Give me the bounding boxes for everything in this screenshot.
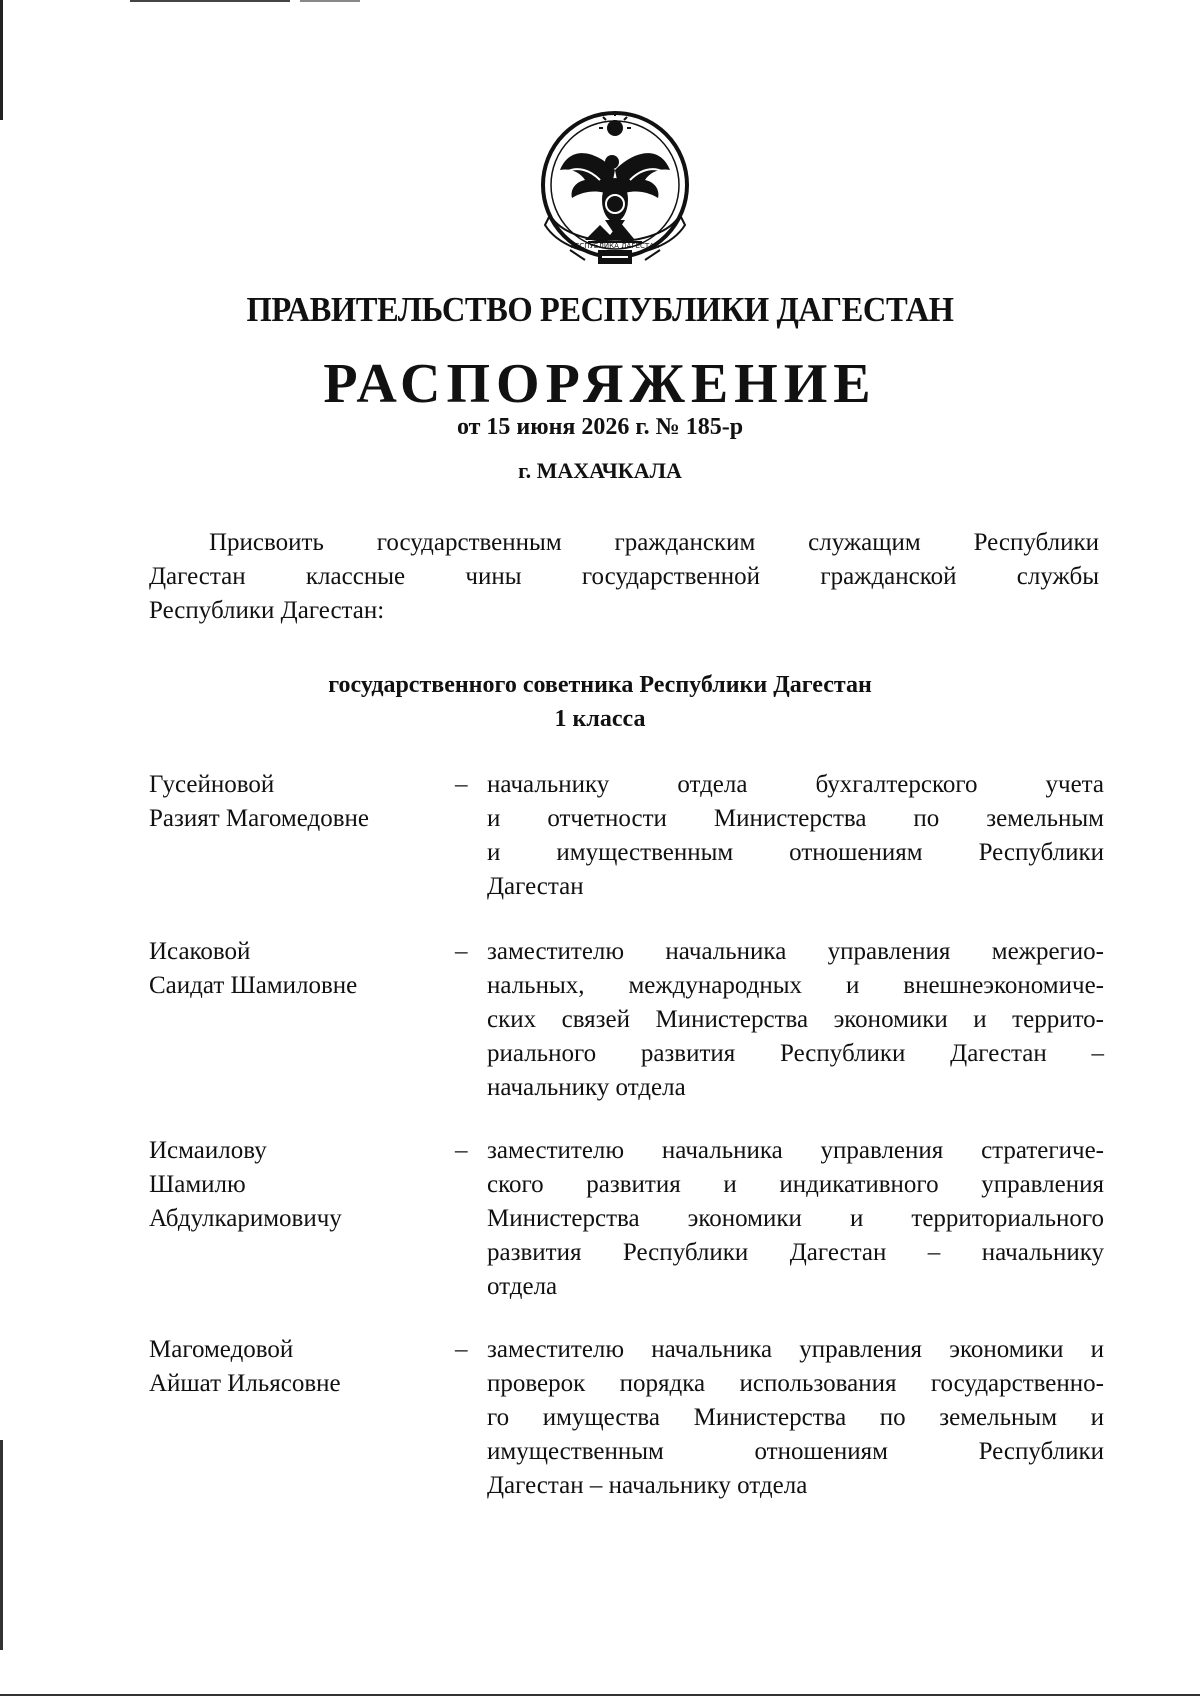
position-line: заместителю начальника управления экономики и [487,1336,1104,1363]
appointee-position [487,1134,1104,1304]
entry-dash: – [455,1137,468,1164]
organization-title: ПРАВИТЕЛЬСТВО РЕСПУБЛИКИ ДАГЕСТАН [246,290,954,329]
document-date-number: от 15 июня 2026 г. № 185-р [456,414,744,440]
position-line: го имущества Министерства по земельным и [487,1404,1104,1431]
scan-edge-line [0,1440,3,1650]
position-line: и имущественным отношениям Республики [487,839,1104,866]
scan-edge-line [300,0,360,2]
position-line: начальнику отдела бухгалтерского учета [487,771,1104,798]
rank-heading-line: государственного советника Республики Дагестан [328,672,872,698]
intro-line: Республики Дагестан: [149,597,385,624]
rank-heading [0,668,1200,736]
position-line: ских связей Министерства экономики и террито- [487,1006,1104,1033]
document-city: г. МАХАЧКАЛА [518,458,682,483]
appointee-name [149,935,439,1003]
appointee-name [149,1134,439,1236]
scan-edge-line [130,0,290,2]
name-line: Айшат Ильясовне [149,1370,341,1397]
coat-of-arms-emblem [530,100,700,280]
position-line: Министерства экономики и территориального [487,1205,1104,1232]
appointee-position [487,935,1104,1105]
appointee-name [149,768,439,836]
position-line: и отчетности Министерства по земельным [487,805,1104,832]
name-line: Абдулкаримовичу [149,1205,342,1232]
rank-heading-line: 1 класса [554,706,646,732]
intro-line: Присвоить государственным гражданским служащим Республики [209,529,1099,556]
intro-line: Дагестан классные чины государственной гражданской службы [149,563,1099,590]
scan-edge-line [0,1694,1200,1696]
position-line: ского развития и индикативного управления [487,1171,1104,1198]
position-line: начальнику отдела [487,1074,686,1101]
entry-dash: – [455,938,468,965]
name-line: Разият Магомедовне [149,805,369,832]
name-line: Исмаилову [149,1137,267,1164]
intro-paragraph [149,526,1099,628]
position-line: Дагестан – начальнику отдела [487,1472,808,1499]
name-line: Исаковой [149,938,251,965]
position-line: заместителю начальника управления межрегио- [487,938,1104,965]
appointee-position [487,1333,1104,1503]
entry-dash: – [455,771,468,798]
emblem-ribbon-text: РЕСПУБЛИКА ДАГЕСТАН [570,242,660,250]
name-line: Саидат Шамиловне [149,972,358,999]
position-line: нальных, международных и внешнеэкономиче- [487,972,1104,999]
position-line: Дагестан [487,873,584,900]
name-line: Гусейновой [149,771,275,798]
document-type-title: РАСПОРЯЖЕНИЕ [323,353,877,415]
entry-dash: – [455,1336,468,1363]
position-line: риального развития Республики Дагестан – [487,1040,1104,1067]
position-line: отдела [487,1273,558,1300]
name-line: Магомедовой [149,1336,294,1363]
scan-edge-line [0,0,3,120]
appointee-position [487,768,1104,904]
position-line: заместителю начальника управления стратегиче- [487,1137,1104,1164]
position-line: проверок порядка использования государственно- [487,1370,1104,1397]
name-line: Шамилю [149,1171,246,1198]
position-line: развития Республики Дагестан – начальнику [487,1239,1104,1266]
position-line: имущественным отношениям Республики [487,1438,1104,1465]
appointee-name [149,1333,439,1401]
